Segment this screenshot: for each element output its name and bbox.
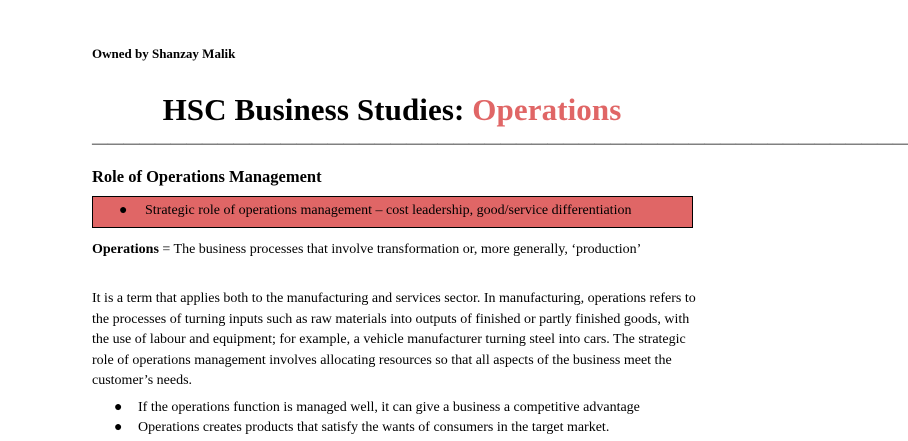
list-item	[92, 418, 732, 438]
definition-term: Operations	[92, 242, 159, 257]
horizontal-rule: ————————————————————————————————————————————————————	[92, 135, 908, 152]
bullet-list	[92, 398, 732, 438]
page-title	[0, 92, 784, 128]
body-paragraph: It is a term that applies both to the manufacturing and services sector. In manufacturing, operations refers to the processes of turning inputs such as raw materials into outputs of finished or partly finished goods, with the use of labour and equipment; for example, a vehicle manufacturer turning steel into cars. The strategic role of operations management involves allocating resources so that all aspects of the business meet the customer’s needs.	[92, 291, 696, 388]
highlight-box	[92, 196, 693, 228]
owner-line: Owned by Shanzay Malik	[92, 46, 236, 61]
title-accent: Operations	[472, 92, 622, 127]
bullet-dot: ●	[119, 203, 128, 218]
title-main: HSC Business Studies:	[162, 92, 473, 127]
definition-paragraph	[92, 240, 704, 261]
bullet-dot: ●	[114, 400, 123, 415]
list-item-text: Operations creates products that satisfy the wants of consumers in the target market.	[138, 420, 610, 435]
bullet-dot: ●	[114, 420, 123, 435]
definition-text: = The business processes that involve transformation or, more generally, ‘production’	[158, 242, 642, 257]
highlight-text: Strategic role of operations management – cost leadership, good/service differentiation	[145, 203, 632, 218]
list-item-text: If the operations function is managed well, it can give a business a competitive advantage	[138, 400, 640, 415]
section-heading: Role of Operations Management	[92, 167, 322, 186]
list-item	[92, 398, 732, 418]
